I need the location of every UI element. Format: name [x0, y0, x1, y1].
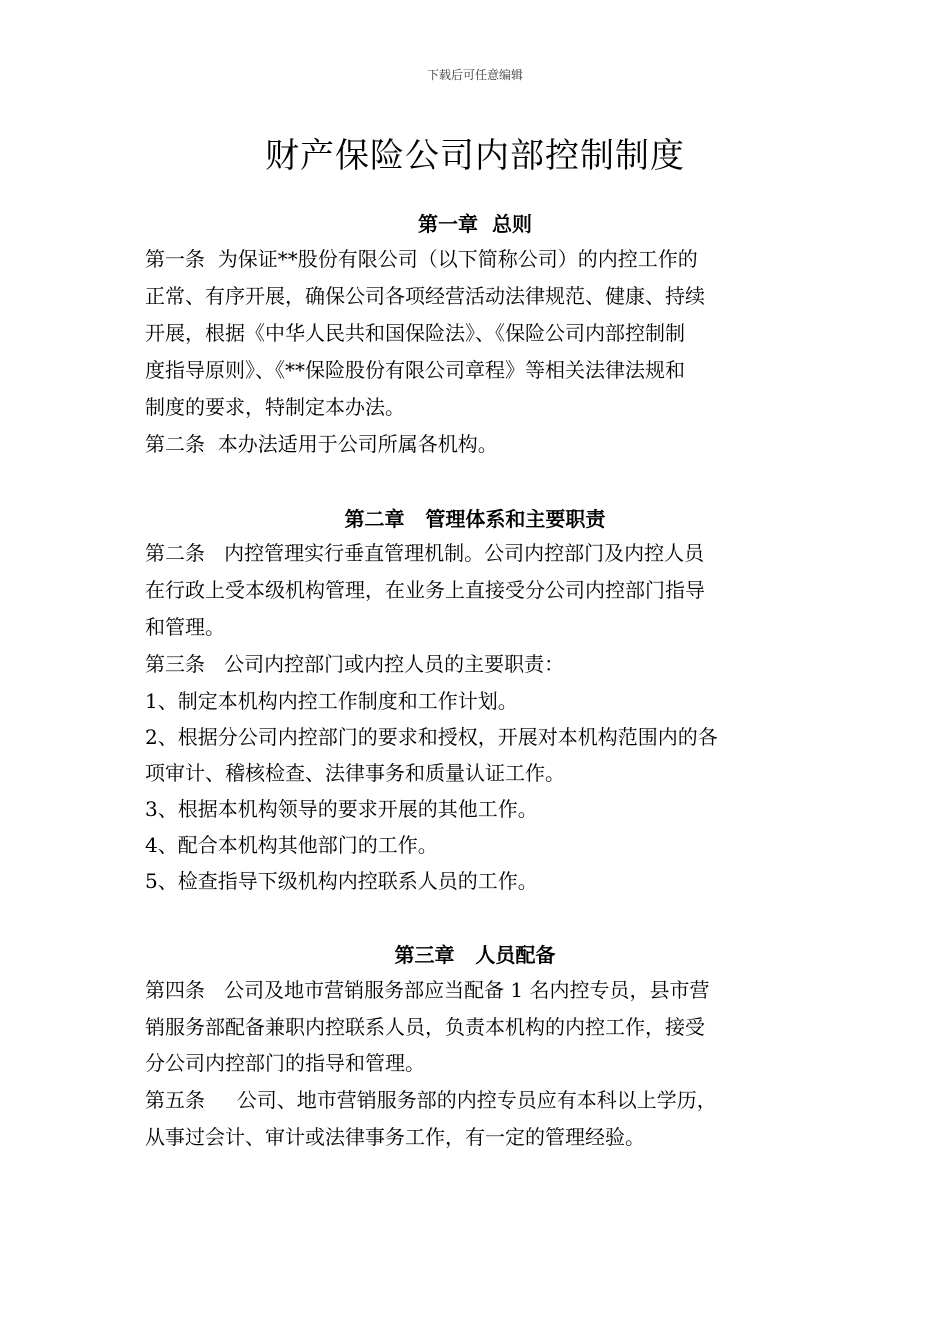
body-line: 第四条 公司及地市营销服务部应当配备 1 名内控专员，县市营 — [145, 978, 710, 1002]
body-line: 正常、有序开展，确保公司各项经营活动法律规范、健康、持续 — [145, 284, 705, 308]
chapter-heading: 第三章 人员配备 — [394, 943, 556, 967]
body-line: 第一条 为保证**股份有限公司（以下简称公司）的内控工作的 — [145, 247, 698, 271]
body-line: 第二条 内控管理实行垂直管理机制。公司内控部门及内控人员 — [145, 541, 705, 565]
body-line: 第三条 公司内控部门或内控人员的主要职责： — [145, 652, 565, 676]
body-line: 和管理。 — [145, 615, 225, 639]
body-line: 3、根据本机构领导的要求开展的其他工作。 — [145, 797, 538, 821]
body-line: 第二条 本办法适用于公司所属各机构。 — [145, 432, 498, 456]
document-title: 财产保险公司内部控制制度 — [265, 136, 685, 176]
body-line: 第五条 公司、地市营销服务部的内控专员应有本科以上学历， — [145, 1088, 717, 1112]
body-line: 销服务部配备兼职内控联系人员，负责本机构的内控工作，接受 — [145, 1015, 705, 1039]
body-line: 制度的要求，特制定本办法。 — [145, 395, 405, 419]
body-line: 开展，根据《中华人民共和国保险法》、《保险公司内部控制制 — [145, 321, 685, 345]
body-line: 项审计、稽核检查、法律事务和质量认证工作。 — [145, 761, 565, 785]
body-line: 1、制定本机构内控工作制度和工作计划。 — [145, 689, 518, 713]
body-line: 分公司内控部门的指导和管理。 — [145, 1051, 425, 1075]
body-line: 从事过会计、审计或法律事务工作，有一定的管理经验。 — [145, 1125, 645, 1149]
body-line: 2、根据分公司内控部门的要求和授权，开展对本机构范围内的各 — [145, 725, 718, 749]
chapter-heading: 第一章 总则 — [418, 212, 532, 236]
header-note: 下载后可任意编辑 — [426, 68, 523, 82]
body-line: 5、检查指导下级机构内控联系人员的工作。 — [145, 869, 538, 893]
body-line: 4、配合本机构其他部门的工作。 — [145, 833, 438, 857]
chapter-heading: 第二章 管理体系和主要职责 — [344, 507, 606, 531]
body-line: 在行政上受本级机构管理，在业务上直接受分公司内控部门指导 — [145, 578, 705, 602]
body-line: 度指导原则》、《**保险股份有限公司章程》等相关法律法规和 — [145, 358, 685, 382]
